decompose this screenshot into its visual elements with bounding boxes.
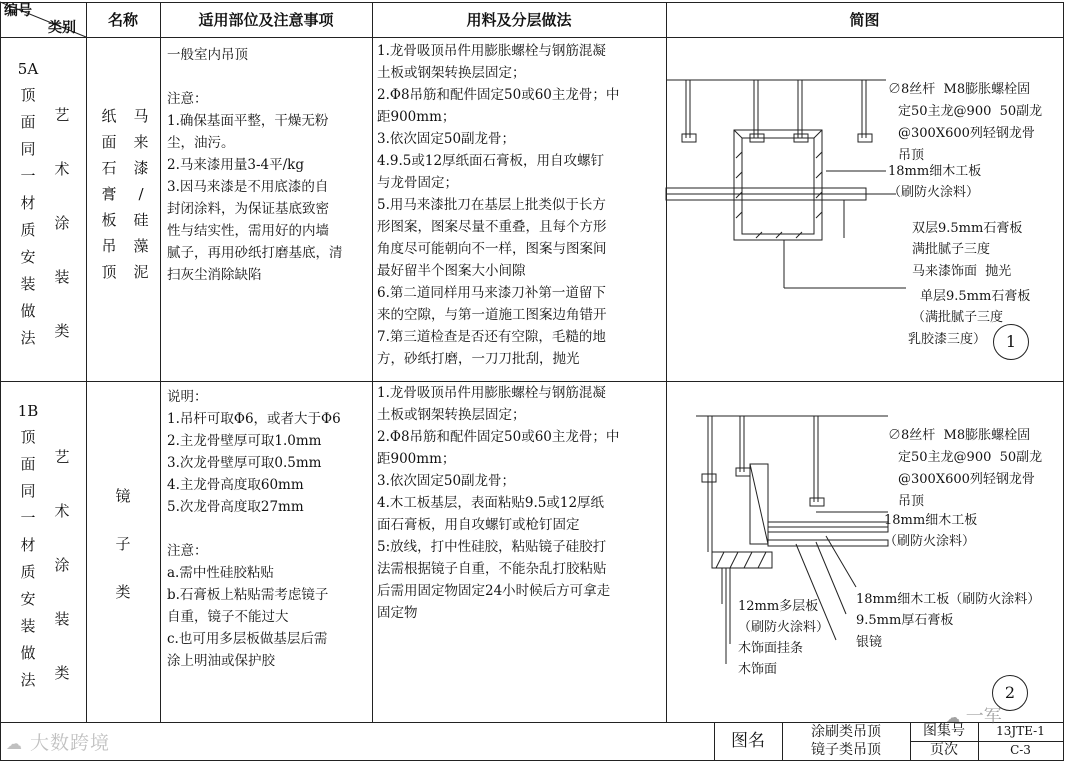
row1-method-line: 6.第二道同样用马来漆刀补第一道留下 [377, 285, 606, 301]
row2-notes-line: b.石膏板上粘贴需考虑镜子 [167, 587, 329, 603]
row2-notes-line: 自重，镜子不能过大 [167, 609, 289, 625]
row2-notes-line: 注意： [167, 543, 208, 559]
row1-name-char: 马 [133, 107, 149, 125]
row1-category-char: 面 [20, 113, 36, 131]
footer-title-2: 镜子类吊顶 [811, 742, 881, 758]
row1-category-char: 材 [20, 194, 36, 212]
row2-method-line: 1.龙骨吸顶吊件用膨胀螺栓与钢筋混凝 [377, 385, 606, 401]
row1-notes-line: 1.确保基面平整，干燥无粉 [167, 113, 329, 129]
row2-category-char: 安 [20, 590, 36, 608]
row1-method-line: 最好留半个图案大小间隙 [377, 263, 526, 279]
row2-notes-line: 2.主龙骨壁厚可取1.0mm [167, 433, 322, 449]
row2-name-char: 类 [115, 583, 131, 601]
row1-category-type-char: 术 [54, 160, 70, 178]
row2-notes-line: 3.次龙骨壁厚可取0.5mm [167, 455, 322, 471]
row2-name-char: 子 [115, 535, 131, 553]
row2-category-char: 装 [20, 617, 36, 635]
row1-notes-line: 性与结实性，需用好的内墙 [167, 223, 329, 239]
r1-label-1: ∅8丝杆 M8膨胀螺栓固 [888, 82, 1031, 97]
row1-name-char: 来 [133, 133, 149, 151]
row1-category-char: 安 [20, 248, 36, 266]
row2-notes-line: 5.次龙骨高度取27mm [167, 499, 304, 515]
row2-category-type-char: 涂 [54, 556, 70, 574]
row1-name-char: 面 [101, 133, 117, 151]
row1-method-line: 来的空隙，与第一道施工图案边角错开 [377, 307, 607, 323]
r2-label-12: 木饰面挂条 [738, 641, 804, 656]
row2-category-char: 同 [20, 482, 36, 500]
row2-method-line: 距900mm； [377, 451, 456, 467]
row1-method-line: 土板或钢架转换层固定； [377, 65, 526, 81]
row1-notes-line: 封闭涂料，为保证基底致密 [167, 201, 329, 217]
r1-detail-number: 1 [993, 324, 1029, 360]
r1-label-7: 双层9.5mm石膏板 [912, 221, 1023, 236]
row2-category-char: 质 [20, 563, 36, 581]
row1-name-char: 硅 [133, 211, 149, 229]
row2-notes-line [167, 518, 377, 540]
row1-name-col2 [128, 103, 154, 285]
r2-label-8: 9.5mm厚石膏板 [856, 613, 954, 628]
r2-label-13: 木饰面 [738, 662, 778, 677]
row1-name-col1 [96, 103, 122, 285]
row2-method-line: 法需根据镜子自重，不能杂乱打胶粘贴 [377, 561, 607, 577]
row1-name-char: 藻 [133, 237, 149, 255]
row1-name-char: 石 [101, 159, 117, 177]
row2-category-type [48, 430, 76, 700]
row2-category-type-char: 装 [54, 610, 70, 628]
row1-method-line: 1.龙骨吸顶吊件用膨胀螺栓与钢筋混凝 [377, 43, 606, 59]
row2-category-char: 一 [20, 509, 36, 527]
row1-notes-line: 3.因马来漆是不用底漆的自 [167, 179, 329, 195]
r2-label-11: （刷防火涂料） [738, 620, 830, 635]
row2-category-char: 做 [20, 644, 36, 662]
row1-category-type-char: 装 [54, 268, 70, 286]
row1-name-char: 泥 [133, 263, 149, 281]
row1-method-line: 7.第三道检查是否还有空隙，毛糙的地 [377, 329, 606, 345]
row2-category [14, 424, 42, 694]
wechat-icon: ☁ [946, 710, 960, 726]
row2-category-char: 法 [20, 671, 36, 689]
row1-category-type [48, 88, 76, 358]
row2-category-char: 材 [20, 536, 36, 554]
row1-notes-line [167, 66, 377, 88]
row2-method-line: 固定物 [377, 605, 418, 621]
row2-notes-line: 涂上明油或保护胶 [167, 653, 275, 669]
r2-label-4: 吊顶 [898, 494, 925, 509]
footer-atlas-value: 13JTE-1 [996, 724, 1045, 738]
row2-method-line: 后需用固定物固定24小时候后方可拿走 [377, 583, 611, 599]
row2-name [110, 472, 136, 616]
row1-category-char: 同 [20, 140, 36, 158]
row1-category [14, 82, 42, 352]
row2-name-char: 镜 [115, 487, 131, 505]
row2-category-type-char: 类 [54, 664, 70, 682]
row1-category-type-char: 类 [54, 322, 70, 340]
row1-category-char: 顶 [20, 86, 36, 104]
row1-category-char: 做 [20, 302, 36, 320]
row1-method-line: 4.9.5或12厚纸面石膏板，用自攻螺钉 [377, 153, 605, 169]
row2-method-line: 2.Φ8吊筋和配件固定50或60主龙骨；中 [377, 429, 620, 445]
footer-title-1: 涂刷类吊顶 [811, 724, 881, 740]
r1-label-12: 乳胶漆三度） [908, 332, 987, 347]
row2-category-type-char: 术 [54, 502, 70, 520]
r2-label-1: ∅8丝杆 M8膨胀螺栓固 [888, 428, 1031, 443]
row1-method-line: 与龙骨固定； [377, 175, 458, 191]
row2-notes-line: c.也可用多层板做基层后需 [167, 631, 328, 647]
row1-notes-line: 尘，油污。 [167, 135, 235, 151]
row2-notes-line: 1.吊杆可取Φ6，或者大于Φ6 [167, 411, 341, 427]
r1-label-6: （刷防火涂料） [888, 185, 980, 200]
r1-label-5: 18mm细木工板 [888, 164, 982, 179]
row2-notes-line: a.需中性硅胶粘贴 [167, 565, 274, 581]
r2-label-6: （刷防火涂料） [884, 534, 976, 549]
row1-name-char: 板 [101, 211, 117, 229]
row1-code: 5A [17, 60, 39, 78]
row1-notes-line: 一般室内吊顶 [167, 47, 248, 63]
row1-notes [167, 44, 377, 286]
r2-label-9: 银镜 [856, 635, 883, 650]
r2-detail-number: 2 [992, 675, 1028, 711]
row1-method-line: 2.Φ8吊筋和配件固定50或60主龙骨；中 [377, 87, 620, 103]
row1-category-type-char: 艺 [54, 106, 70, 124]
row1-method-line: 3.依次固定50副龙骨； [377, 131, 516, 147]
footer-title-label: 图名 [731, 731, 765, 751]
watermark-right: ☁ 一军 [946, 706, 1002, 727]
row1-method [377, 40, 667, 370]
row1-category-type-char: 涂 [54, 214, 70, 232]
header-method: 用料及分层做法 [466, 10, 572, 29]
r1-label-4: 吊顶 [898, 148, 925, 163]
row2-notes [167, 386, 377, 672]
row1-notes-line: 腻子，再用砂纸打磨基底，清 [167, 245, 343, 261]
row2-method-line: 3.依次固定50副龙骨； [377, 473, 516, 489]
r2-label-2: 定50主龙@900 50副龙 [898, 450, 1043, 465]
row1-category-char: 一 [20, 167, 36, 185]
row2-category-char: 面 [20, 455, 36, 473]
row1-name-char: 吊 [101, 237, 117, 255]
r2-label-10: 12mm多层板 [738, 599, 819, 614]
row2-notes-line: 说明： [167, 389, 208, 405]
row1-method-line: 5.用马来漆批刀在基层上批类似于长方 [377, 197, 606, 213]
r1-label-9: 马来漆饰面 抛光 [912, 264, 1012, 279]
r1-label-11: （满批腻子三度 [912, 310, 1004, 325]
row1-name-char: / [138, 185, 144, 203]
footer-page-label: 页次 [930, 742, 958, 758]
r1-label-8: 满批腻子三度 [912, 242, 991, 257]
header-drawing: 简图 [849, 10, 880, 29]
row1-method-line: 方，砂纸打磨，一刀刀批刮，抛光 [377, 351, 580, 367]
row1-category-char: 装 [20, 275, 36, 293]
footer-atlas-label: 图集号 [923, 723, 965, 739]
row1-category-char: 质 [20, 221, 36, 239]
row1-notes-line: 注意： [167, 91, 208, 107]
row1-name-char: 漆 [133, 159, 149, 177]
watermark-left: ☁ 大数跨境 [6, 732, 111, 754]
row1-name-char: 纸 [101, 107, 117, 125]
row2-method-line: 5:放线，打中性硅胶，粘贴镜子硅胶打 [377, 539, 607, 555]
row2-code: 1B [17, 402, 39, 420]
header-notes: 适用部位及注意事项 [198, 10, 334, 29]
row2-method [377, 382, 667, 624]
row1-method-line: 角度尽可能朝向不一样，图案与图案间 [377, 241, 607, 257]
row2-method-line: 土板或钢架转换层固定； [377, 407, 526, 423]
r2-label-3: @300X600列轻钢龙骨 [898, 472, 1035, 487]
row1-notes-line: 2.马来漆用量3-4平/kg [167, 157, 304, 173]
row1-method-line: 距900mm； [377, 109, 456, 125]
row2-method-line: 面石膏板，用自攻螺钉或枪钉固定 [377, 517, 580, 533]
header-category: 类别 [48, 19, 76, 36]
row2-category-type-char: 艺 [54, 448, 70, 466]
row1-name-char: 膏 [101, 185, 117, 203]
row1-name-char: 顶 [101, 263, 117, 281]
row1-method-line: 形图案，图案尽量不重叠，且每个方形 [377, 219, 607, 235]
footer-page-value: C-3 [1010, 743, 1031, 757]
row1-notes-line: 扫灰尘消除缺陷 [167, 267, 262, 283]
header-name: 名称 [107, 10, 138, 29]
row2-category-char: 顶 [20, 428, 36, 446]
r1-label-3: @300X600列轻钢龙骨 [898, 126, 1035, 141]
r1-label-10: 单层9.5mm石膏板 [920, 289, 1031, 304]
row2-notes-line: 4.主龙骨高度取60mm [167, 477, 304, 493]
r1-label-2: 定50主龙@900 50副龙 [898, 104, 1043, 119]
row1-category-char: 法 [20, 329, 36, 347]
header-code: 编号 [4, 3, 32, 19]
row2-method-line: 4.木工板基层，表面粘贴9.5或12厚纸 [377, 495, 605, 511]
r2-label-7: 18mm细木工板（刷防火涂料） [856, 592, 1041, 607]
r2-label-5: 18mm细木工板 [884, 513, 978, 528]
wechat-icon: ☁ [6, 734, 23, 753]
